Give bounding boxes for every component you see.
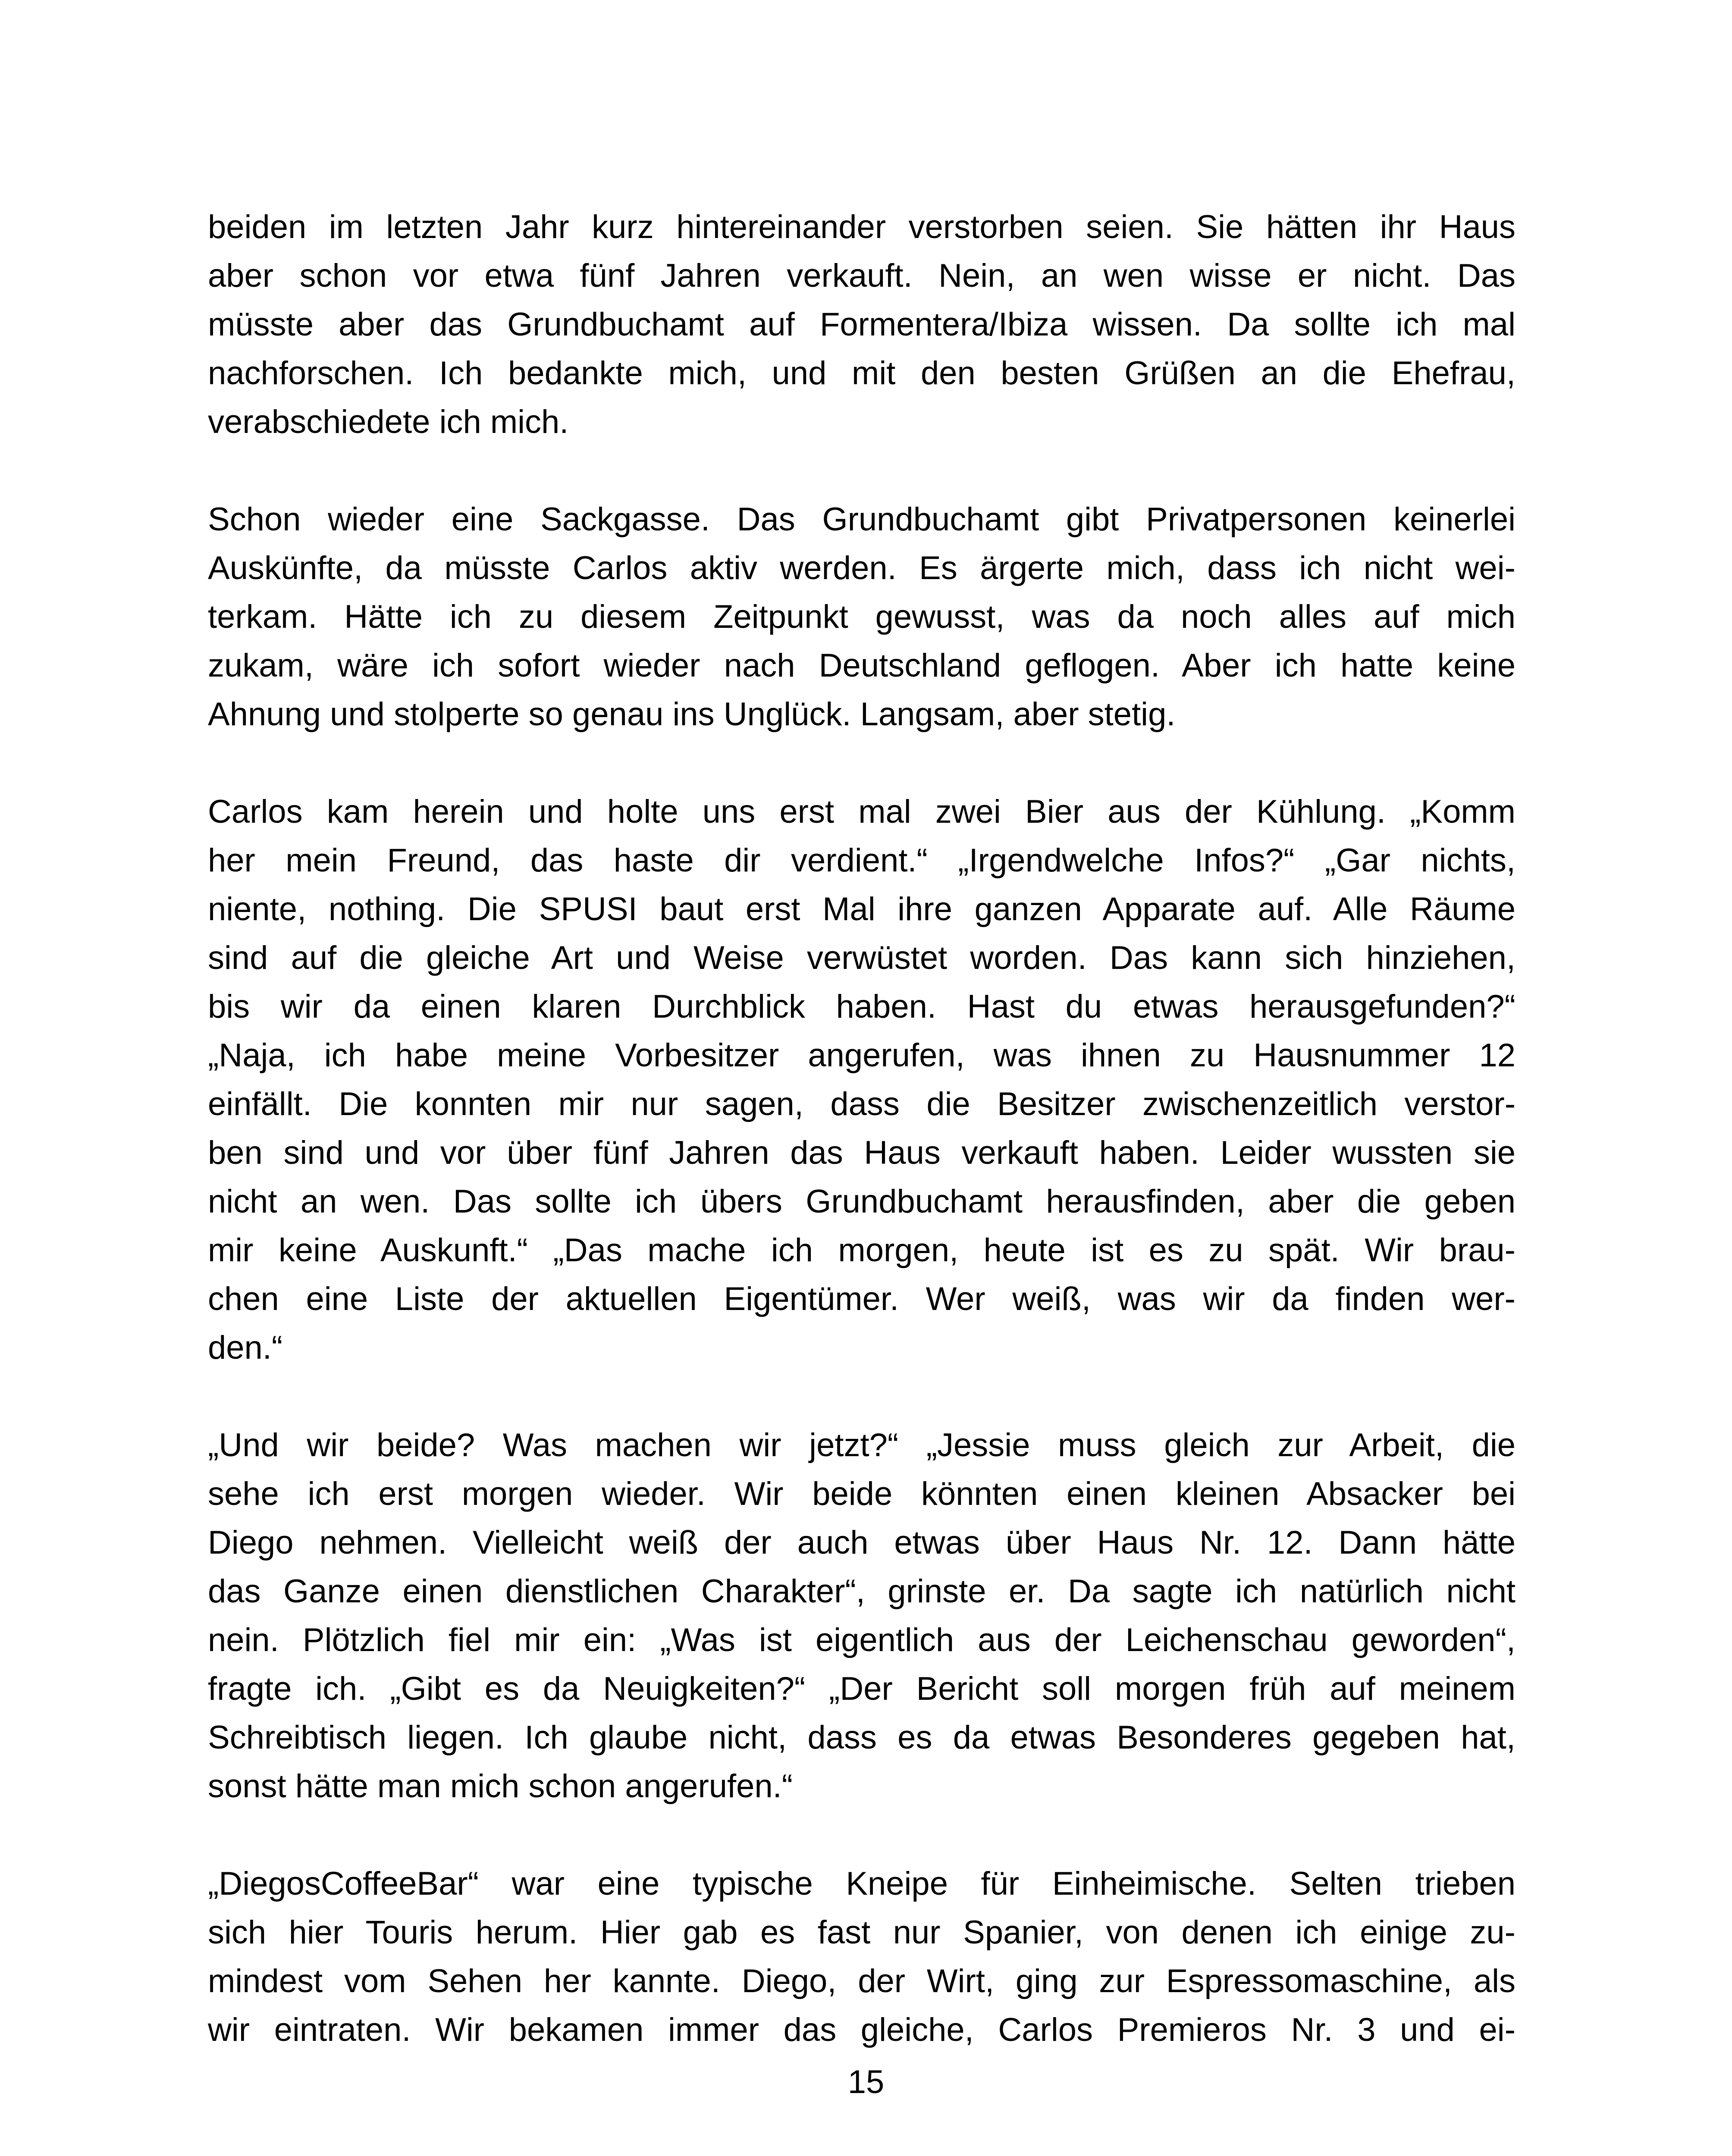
body-text <box>208 203 1516 2103</box>
text-line: her mein Freund, das haste dir verdient.“ „Irgendwelche Infos?“ „Gar nichts, <box>208 842 1516 879</box>
text-line: verabschiedete ich mich. <box>208 404 569 440</box>
text-line: nein. Plötzlich fiel mir ein: „Was ist eigentlich aus der Leichenschau geworden“, <box>208 1622 1516 1658</box>
text-line: „DiegosCoffeeBar“ war eine typische Kneipe für Einheimische. Selten trieben <box>208 1865 1516 1902</box>
text-line: aber schon vor etwa fünf Jahren verkauft. Nein, an wen wisse er nicht. Das <box>208 257 1516 294</box>
text-line: beiden im letzten Jahr kurz hintereinander verstorben seien. Sie hätten ihr Haus <box>208 209 1516 245</box>
paragraph <box>208 1421 1516 1811</box>
text-line: Schon wieder eine Sackgasse. Das Grundbuchamt gibt Privatpersonen keinerlei <box>208 501 1516 538</box>
text-line: sonst hätte man mich schon angerufen.“ <box>208 1768 793 1805</box>
paragraph <box>208 203 1516 446</box>
text-line: Diego nehmen. Vielleicht weiß der auch etwas über Haus Nr. 12. Dann hätte <box>208 1524 1516 1561</box>
text-line: chen eine Liste der aktuellen Eigentümer. Wer weiß, was wir da finden wer- <box>208 1281 1516 1317</box>
text-line: Ahnung und stolperte so genau ins Unglück. Langsam, aber stetig. <box>208 696 1176 733</box>
text-line: „Naja, ich habe meine Vorbesitzer angerufen, was ihnen zu Hausnummer 12 <box>208 1037 1516 1074</box>
page-number: 15 <box>847 2064 885 2100</box>
text-line: zukam, wäre ich sofort wieder nach Deutschland geflogen. Aber ich hatte keine <box>208 647 1516 684</box>
text-line: das Ganze einen dienstlichen Charakter“, grinste er. Da sagte ich natürlich nicht <box>208 1573 1516 1610</box>
text-line: mindest vom Sehen her kannte. Diego, der Wirt, ging zur Espressomaschine, als <box>208 1963 1516 1999</box>
text-line: terkam. Hätte ich zu diesem Zeitpunkt gewusst, was da noch alles auf mich <box>208 599 1516 635</box>
text-line: mir keine Auskunft.“ „Das mache ich morgen, heute ist es zu spät. Wir brau- <box>208 1232 1516 1269</box>
text-line: nachforschen. Ich bedankte mich, und mit den besten Grüßen an die Ehefrau, <box>208 355 1516 392</box>
paragraph <box>208 787 1516 1372</box>
text-line: ben sind und vor über fünf Jahren das Haus verkauft haben. Leider wussten sie <box>208 1134 1516 1171</box>
text-line: bis wir da einen klaren Durchblick haben. Hast du etwas herausgefunden?“ <box>208 988 1516 1025</box>
text-line: fragte ich. „Gibt es da Neuigkeiten?“ „Der Bericht soll morgen früh auf meinem <box>208 1670 1516 1707</box>
text-line: niente, nothing. Die SPUSI baut erst Mal ihre ganzen Apparate auf. Alle Räume <box>208 891 1516 928</box>
text-line: wir eintraten. Wir bekamen immer das gleiche, Carlos Premieros Nr. 3 und ei- <box>208 2012 1516 2048</box>
text-line: müsste aber das Grundbuchamt auf Formentera/Ibiza wissen. Da sollte ich mal <box>208 306 1516 343</box>
text-line: sind auf die gleiche Art und Weise verwüstet worden. Das kann sich hinziehen, <box>208 940 1516 976</box>
text-line: Auskünfte, da müsste Carlos aktiv werden. Es ärgerte mich, dass ich nicht wei- <box>208 550 1516 586</box>
text-line: Carlos kam herein und holte uns erst mal zwei Bier aus der Kühlung. „Komm <box>208 793 1516 830</box>
text-line: nicht an wen. Das sollte ich übers Grundbuchamt herausfinden, aber die geben <box>208 1183 1516 1220</box>
text-line: den.“ <box>208 1329 283 1366</box>
text-line: Schreibtisch liegen. Ich glaube nicht, dass es da etwas Besonderes gegeben hat, <box>208 1719 1516 1756</box>
paragraph <box>208 1859 1516 2054</box>
text-line: sich hier Touris herum. Hier gab es fast nur Spanier, von denen ich einige zu- <box>208 1914 1516 1951</box>
text-line: sehe ich erst morgen wieder. Wir beide könnten einen kleinen Absacker bei <box>208 1476 1516 1512</box>
text-line: einfällt. Die konnten mir nur sagen, dass die Besitzer zwischenzeitlich verstor- <box>208 1086 1516 1122</box>
paragraph <box>208 495 1516 739</box>
text-line: „Und wir beide? Was machen wir jetzt?“ „Jessie muss gleich zur Arbeit, die <box>208 1427 1516 1463</box>
